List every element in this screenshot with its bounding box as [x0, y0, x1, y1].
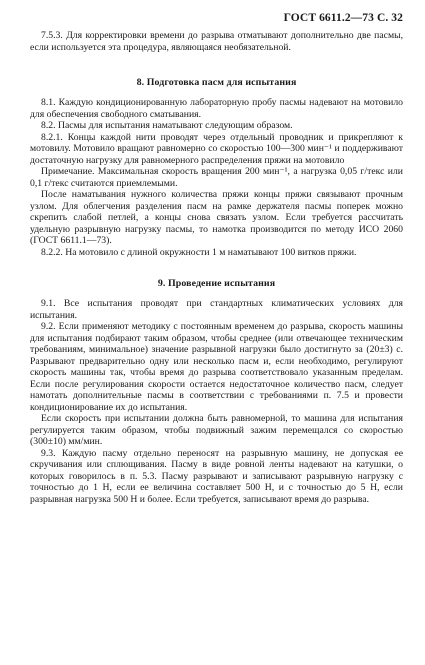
note-paragraph: Примечание. Максимальная скорость вращения 200 мин⁻¹, а нагрузка 0,05 г/текс или 0,1 г/текс считаются приемлемыми. [30, 166, 403, 189]
paragraph-9-2: 9.2. Если применяют методику с постоянным временем до разрыва, скорость машины для испытания подбирают таким образом, чтобы среднее (или отвечающее техническим требованиям, минимальное) значение разрывной нагрузки было достигнуто за (20±3) с. Разрывают предварительно одну или несколько пасм и, если необходимо, регулируют скорость машины так, чтобы время до разрыва соответствовало указанным пределам. Если после регулирования скорости остается недостаточное количество пасм, следует намотать дополнительные пасмы в соответствии с требованиями п. 7.5 и провести кондиционирование их до испытания. [30, 321, 403, 413]
paragraph-7-5-3: 7.5.3. Для корректировки времени до разрыва отматывают дополнительно две пасмы, если используется эта процедура, являющаяся необязательной. [30, 30, 403, 53]
page-header: ГОСТ 6611.2—73 С. 32 [283, 12, 403, 24]
paragraph-9-1: 9.1. Все испытания проводят при стандартных климатических условиях для испытания. [30, 298, 403, 321]
section-8-title: 8. Подготовка пасм для испытания [136, 77, 297, 88]
paragraph-9-2-uniform-speed: Если скорость при испытании должна быть равномерной, то машина для испытания регулируется таким образом, чтобы подвижный зажим перемещался со скоростью (300±10) мм/мин. [30, 413, 403, 447]
section-9-title: 9. Проведение испытания [157, 278, 276, 289]
paragraph-8-2: 8.2. Пасмы для испытания наматывают следующим образом. [41, 120, 293, 131]
paragraph-after-winding: После наматывания нужного количества пряжи концы пряжи связывают прочным узлом. Для облегчения разделения пасм на рамке держателя пасмы поперек можно скрепить слабой петлей, а концы снова связать узлом. Если требуется рассчитать удельную разрывную нагрузку пасмы, то намотка производится по методу ИСО 2060 (ГОСТ 6611.1—73). [30, 189, 403, 246]
paragraph-8-1: 8.1. Каждую кондиционированную лабораторную пробу пасмы надевают на мотовило для обеспечения свободного сматывания. [30, 97, 403, 120]
paragraph-9-3: 9.3. Каждую пасму отдельно переносят на разрывную машину, не допуская ее скручивания или сплющивания. Пасму в виде ровной ленты надевают на катушки, о которых говорилось в п. 5.3. Пасму разрывают и записывают разрывную нагрузку с точностью до 1 Н, если ее величина составляет 500 Н, и с точностью до 5 Н, если разрывная нагрузка 500 Н и более. Если требуется, записывают время до разрыва. [30, 447, 403, 505]
paragraph-8-2-2: 8.2.2. На мотовило с длиной окружности 1 м наматывают 100 витков пряжи. [41, 246, 357, 258]
paragraph-8-2-1: 8.2.1. Концы каждой нити проводят через отдельный проводник и прикрепляют к мотовилу. Мотовило вращают равномерно со скоростью 100—300 мин⁻¹ и поддерживают достаточную нагрузку для равномерного распределения пряжи на мотовило [30, 131, 403, 166]
